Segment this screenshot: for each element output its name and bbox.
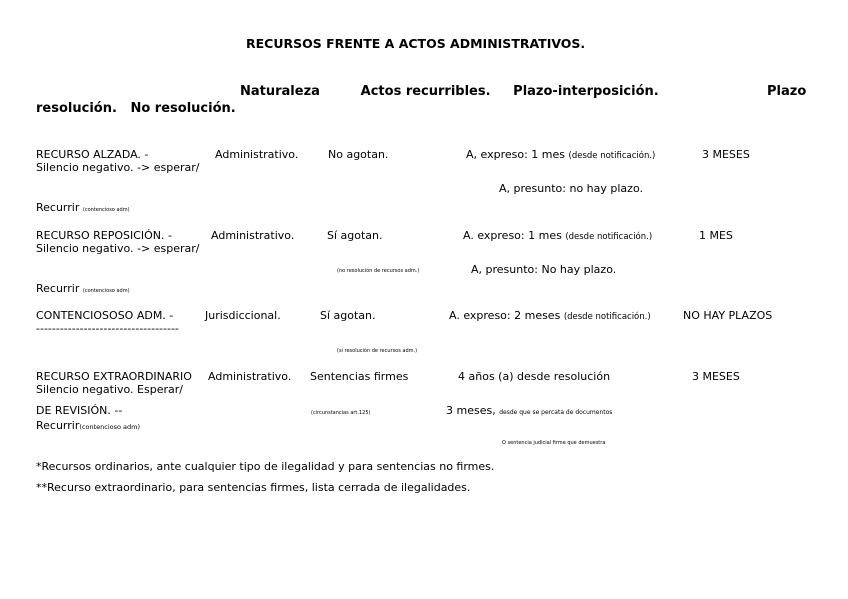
contencioso-name: CONTENCIOSOSO ADM. - (36, 309, 174, 322)
alzada-plazo-expreso (466, 148, 655, 163)
column-headers: Naturaleza Actos recurribles. Plazo-interposición. (240, 84, 659, 99)
column-headers-line2: resolución. No resolución. (36, 101, 236, 116)
contencioso-no-resolucion: ------------------------------------ (36, 322, 179, 335)
extraordinario-no-resolucion: Silencio negativo. Esperar/ (36, 383, 183, 396)
reposicion-no-resolucion: Silencio negativo. -> esperar/ (36, 242, 200, 255)
alzada-no-resolucion: Silencio negativo. -> esperar/ (36, 161, 200, 174)
alzada-naturaleza: Administrativo. (215, 148, 299, 161)
page-title: RECURSOS FRENTE A ACTOS ADMINISTRATIVOS. (246, 36, 586, 51)
column-header-plazo: Plazo (767, 84, 807, 99)
extraordinario-plazo: 4 años (a) desde resolución (458, 370, 611, 383)
contencioso-plazo-expreso (449, 309, 651, 324)
reposicion-recurrir-text: Recurrir (36, 282, 83, 295)
alzada-plazo-expreso-text: A, expreso: 1 mes (466, 148, 569, 161)
contencioso-actos: Sí agotan. (320, 309, 376, 322)
contencioso-naturaleza: Jurisdiccional. (205, 309, 281, 322)
alzada-actos: No agotan. (328, 148, 389, 161)
alzada-recurrir-note: (contencioso adm) (82, 207, 130, 213)
extraordinario-recurrir-note: (contencioso adm) (79, 423, 141, 431)
extraordinario-recurrir (36, 419, 140, 434)
reposicion-plazo-expreso (463, 229, 652, 244)
extraordinario-small-note: (circunstancias art.125) (311, 410, 371, 416)
reposicion-small-note: (no resolución de recursos adm.) (337, 268, 420, 274)
extraordinario-plazo2-note: desde que se percata de documentos (499, 409, 613, 416)
extraordinario-actos: Sentencias firmes (310, 370, 409, 383)
extraordinario-plazo2-text: 3 meses, (446, 404, 500, 417)
reposicion-plazo-expreso-text: A. expreso: 1 mes (463, 229, 566, 242)
alzada-name: RECURSO ALZADA. - (36, 148, 149, 161)
alzada-resolucion: 3 MESES (702, 148, 750, 161)
extraordinario-resolucion: 3 MESES (692, 370, 740, 383)
contencioso-small-note: (si resolución de recursos adm.) (337, 348, 418, 354)
extraordinario-name: RECURSO EXTRAORDINARIO (36, 370, 192, 383)
extraordinario-plazo2 (446, 404, 612, 419)
alzada-plazo-presunto: A, presunto: no hay plazo. (499, 182, 643, 195)
reposicion-resolucion: 1 MES (699, 229, 733, 242)
footnote-ordinarios: *Recursos ordinarios, ante cualquier tipo de ilegalidad y para sentencias no firmes. (36, 460, 495, 473)
extraordinario-name2: DE REVISIÓN. -- (36, 404, 123, 417)
alzada-recurrir-text: Recurrir (36, 201, 83, 214)
reposicion-recurrir-note: (contencioso adm) (82, 288, 130, 294)
contencioso-plazo-expreso-text: A. expreso: 2 meses (449, 309, 564, 322)
reposicion-actos: Sí agotan. (327, 229, 383, 242)
reposicion-plazo-expreso-note: (desde notificación.) (565, 232, 653, 242)
extraordinario-naturaleza: Administrativo. (208, 370, 292, 383)
extraordinario-recurrir-text: Recurrir (36, 419, 80, 432)
contencioso-resolucion: NO HAY PLAZOS (683, 309, 773, 322)
footnote-extraordinario: **Recurso extraordinario, para sentencias firmes, lista cerrada de ilegalidades. (36, 481, 471, 494)
reposicion-plazo-presunto: A, presunto: No hay plazo. (471, 263, 617, 276)
alzada-recurrir (36, 201, 130, 217)
contencioso-plazo-expreso-note: (desde notificación.) (563, 312, 651, 322)
reposicion-naturaleza: Administrativo. (211, 229, 295, 242)
reposicion-name: RECURSO REPOSICIÓN. - (36, 229, 172, 242)
reposicion-recurrir (36, 282, 130, 298)
extraordinario-sentencia-note: O sentencia judicial firme que demuestra (502, 440, 606, 446)
alzada-plazo-expreso-note: (desde notificación.) (568, 151, 656, 161)
